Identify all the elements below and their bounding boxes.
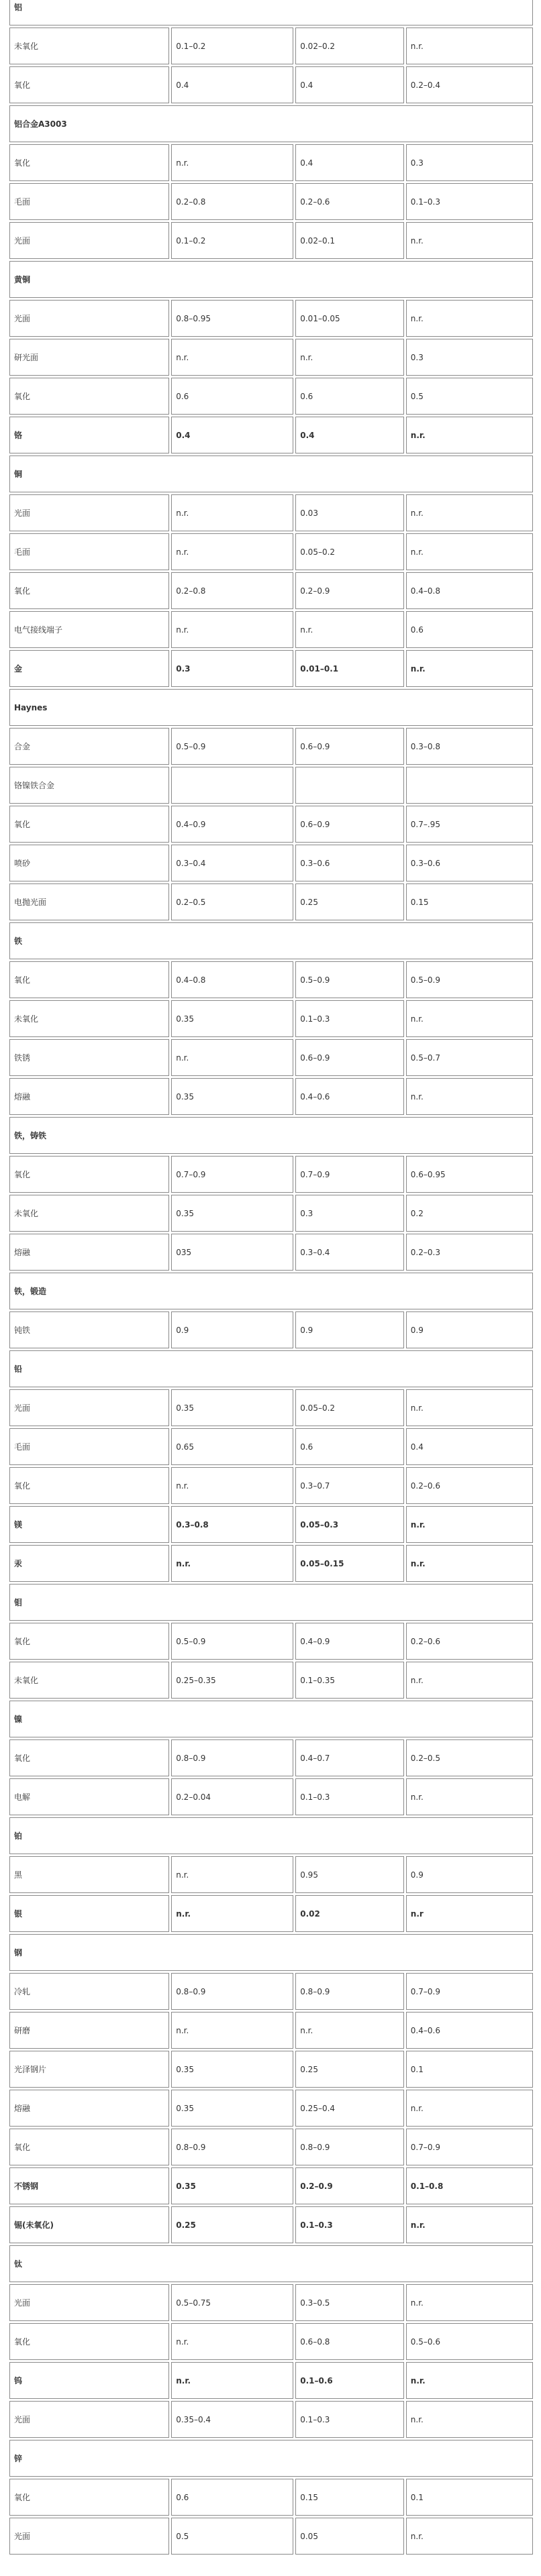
table-row <box>9 417 533 453</box>
emissivity-value-cell: 0.4 <box>406 1428 533 1465</box>
table-row <box>9 2401 533 2438</box>
surface-condition-cell: 氧化 <box>9 1739 169 1776</box>
table-body <box>9 0 533 2555</box>
emissivity-value-cell: n.r. <box>171 1039 293 1076</box>
emissivity-value-cell: 0.5–0.6 <box>406 2323 533 2360</box>
emissivity-value-cell: 0.3 <box>171 650 293 687</box>
emissivity-value-cell: 0.25 <box>171 2206 293 2243</box>
emissivity-value-cell <box>171 767 293 804</box>
material-group-row <box>9 1701 533 1737</box>
emissivity-value-cell: 0.05–0.2 <box>295 533 404 570</box>
emissivity-value-cell: 0.2–0.9 <box>295 2167 404 2204</box>
table-row <box>9 1389 533 1426</box>
table-row <box>9 1195 533 1232</box>
emissivity-value-cell: 0.25 <box>295 883 404 920</box>
surface-condition-cell: 未氧化 <box>9 1000 169 1037</box>
emissivity-value-cell: n.r. <box>171 339 293 376</box>
emissivity-value-cell: 0.1–0.35 <box>295 1662 404 1699</box>
emissivity-value-cell: 0.5–0.7 <box>406 1039 533 1076</box>
emissivity-value-cell: 0.8–0.9 <box>295 1973 404 2010</box>
surface-condition-cell: 毛面 <box>9 533 169 570</box>
emissivity-value-cell: 0.5–0.9 <box>406 961 533 998</box>
emissivity-value-cell: 0.35 <box>171 2051 293 2088</box>
emissivity-value-cell: 0.1–0.3 <box>295 1000 404 1037</box>
emissivity-value-cell: n.r. <box>406 1778 533 1815</box>
emissivity-value-cell: 0.7–.95 <box>406 806 533 843</box>
emissivity-value-cell: 0.02–0.1 <box>295 222 404 259</box>
emissivity-value-cell: 0.2–0.5 <box>171 883 293 920</box>
emissivity-value-cell: 0.03 <box>295 494 404 531</box>
table-row <box>9 66 533 103</box>
material-group-name: 铜 <box>9 455 533 492</box>
emissivity-value-cell: 0.2–0.6 <box>295 183 404 220</box>
table-row <box>9 494 533 531</box>
surface-condition-cell: 光面 <box>9 2401 169 2438</box>
surface-condition-cell: 熔融 <box>9 2090 169 2127</box>
emissivity-value-cell: 0.2–0.04 <box>171 1778 293 1815</box>
emissivity-value-cell: 0.35 <box>171 1195 293 1232</box>
material-group-name: 铂 <box>9 1817 533 1854</box>
emissivity-value-cell: 0.2–0.8 <box>171 183 293 220</box>
emissivity-value-cell: 0.1–0.3 <box>295 2401 404 2438</box>
surface-condition-cell: 氧化 <box>9 66 169 103</box>
emissivity-value-cell: n.r. <box>171 1856 293 1893</box>
surface-condition-cell: 氧化 <box>9 806 169 843</box>
emissivity-value-cell: 0.95 <box>295 1856 404 1893</box>
table-row <box>9 2090 533 2127</box>
emissivity-value-cell: 0.5 <box>406 378 533 415</box>
emissivity-value-cell: 0.3–0.8 <box>171 1506 293 1543</box>
emissivity-value-cell: n.r. <box>295 339 404 376</box>
emissivity-value-cell: 0.3 <box>295 1195 404 1232</box>
emissivity-value-cell: 0.8–0.9 <box>171 1973 293 2010</box>
table-row <box>9 2206 533 2243</box>
surface-condition-cell: 研磨 <box>9 2012 169 2049</box>
emissivity-value-cell: 0.3–0.5 <box>295 2284 404 2321</box>
emissivity-value-cell: 0.5–0.9 <box>295 961 404 998</box>
emissivity-value-cell: n.r. <box>406 417 533 453</box>
emissivity-value-cell: 0.1–0.2 <box>171 222 293 259</box>
table-row <box>9 1506 533 1543</box>
emissivity-value-cell: n.r. <box>406 650 533 687</box>
material-group-row <box>9 1584 533 1621</box>
material-group-row <box>9 0 533 25</box>
material-group-row <box>9 922 533 959</box>
surface-condition-cell: 镁 <box>9 1506 169 1543</box>
surface-condition-cell: 氧化 <box>9 1156 169 1193</box>
emissivity-value-cell: 0.6–0.95 <box>406 1156 533 1193</box>
emissivity-value-cell: n.r. <box>171 2012 293 2049</box>
emissivity-value-cell: 0.25–0.4 <box>295 2090 404 2127</box>
material-group-name: 钼 <box>9 1584 533 1621</box>
material-group-row <box>9 455 533 492</box>
emissivity-value-cell: 0.2–0.6 <box>406 1467 533 1504</box>
surface-condition-cell: 光面 <box>9 494 169 531</box>
table-row <box>9 611 533 648</box>
table-row <box>9 339 533 376</box>
table-row <box>9 28 533 64</box>
emissivity-value-cell: 0.4–0.8 <box>171 961 293 998</box>
material-group-row <box>9 1117 533 1154</box>
emissivity-value-cell: 0.5–0.75 <box>171 2284 293 2321</box>
material-group-name: 铅 <box>9 1350 533 1387</box>
surface-condition-cell: 氧化 <box>9 2479 169 2516</box>
surface-condition-cell: 毛面 <box>9 1428 169 1465</box>
surface-condition-cell: 氧化 <box>9 2323 169 2360</box>
emissivity-value-cell: n.r. <box>406 222 533 259</box>
table-row <box>9 1039 533 1076</box>
surface-condition-cell: 研光面 <box>9 339 169 376</box>
emissivity-value-cell: 0.3–0.8 <box>406 728 533 765</box>
emissivity-value-cell: n.r. <box>406 1506 533 1543</box>
emissivity-value-cell: 0.4–0.9 <box>295 1623 404 1660</box>
table-row <box>9 806 533 843</box>
emissivity-value-cell: 0.3 <box>406 339 533 376</box>
emissivity-value-cell: 0.1–0.6 <box>295 2362 404 2399</box>
emissivity-value-cell: 0.7–0.9 <box>171 1156 293 1193</box>
emissivity-value-cell: 0.2–0.6 <box>406 1623 533 1660</box>
table-row <box>9 1739 533 1776</box>
emissivity-table <box>7 0 535 2557</box>
emissivity-value-cell: 0.2 <box>406 1195 533 1232</box>
material-group-name: 铝 <box>9 0 533 25</box>
material-group-name: 铁 <box>9 922 533 959</box>
emissivity-value-cell: n.r. <box>406 2362 533 2399</box>
surface-condition-cell: 锡(未氧化) <box>9 2206 169 2243</box>
emissivity-value-cell: n.r. <box>171 144 293 181</box>
emissivity-value-cell: 0.65 <box>171 1428 293 1465</box>
table-row <box>9 1234 533 1271</box>
table-row <box>9 845 533 881</box>
emissivity-value-cell: n.r. <box>406 1545 533 1582</box>
emissivity-value-cell: 0.7–0.9 <box>295 1156 404 1193</box>
table-row <box>9 2167 533 2204</box>
emissivity-value-cell: 0.35 <box>171 2090 293 2127</box>
emissivity-value-cell: 0.05–0.15 <box>295 1545 404 1582</box>
material-group-row <box>9 1934 533 1971</box>
emissivity-value-cell: n.r. <box>406 494 533 531</box>
table-row <box>9 300 533 337</box>
surface-condition-cell: 未氧化 <box>9 28 169 64</box>
material-group-name: 钢 <box>9 1934 533 1971</box>
table-row <box>9 2362 533 2399</box>
emissivity-value-cell: 0.3–0.6 <box>295 845 404 881</box>
emissivity-value-cell: n.r. <box>406 533 533 570</box>
surface-condition-cell: 冷轧 <box>9 1973 169 2010</box>
material-group-row <box>9 1273 533 1309</box>
table-row <box>9 2323 533 2360</box>
table-row <box>9 1856 533 1893</box>
table-row <box>9 1311 533 1348</box>
emissivity-value-cell: 0.25 <box>295 2051 404 2088</box>
emissivity-value-cell: 0.5–0.9 <box>171 1623 293 1660</box>
table-row <box>9 1778 533 1815</box>
emissivity-value-cell: n.r. <box>406 1078 533 1115</box>
material-group-name: 黄铜 <box>9 261 533 298</box>
surface-condition-cell: 氧化 <box>9 1467 169 1504</box>
emissivity-value-cell: n.r. <box>171 2323 293 2360</box>
emissivity-value-cell: 0.6 <box>171 2479 293 2516</box>
emissivity-value-cell: n.r. <box>295 2012 404 2049</box>
table-row <box>9 2129 533 2165</box>
emissivity-value-cell: n.r. <box>406 1662 533 1699</box>
emissivity-value-cell: 0.4 <box>171 417 293 453</box>
surface-condition-cell: 光面 <box>9 2284 169 2321</box>
table-row <box>9 1662 533 1699</box>
table-row <box>9 2284 533 2321</box>
emissivity-value-cell: 0.6–0.8 <box>295 2323 404 2360</box>
table-row <box>9 572 533 609</box>
material-group-row <box>9 261 533 298</box>
emissivity-value-cell: 0.35–0.4 <box>171 2401 293 2438</box>
emissivity-value-cell: 0.6 <box>171 378 293 415</box>
table-row <box>9 2051 533 2088</box>
emissivity-value-cell: 0.4–0.7 <box>295 1739 404 1776</box>
emissivity-value-cell: n.r <box>406 1895 533 1932</box>
surface-condition-cell: 钝铁 <box>9 1311 169 1348</box>
emissivity-value-cell: 0.35 <box>171 2167 293 2204</box>
surface-condition-cell: 黑 <box>9 1856 169 1893</box>
surface-condition-cell: 银 <box>9 1895 169 1932</box>
emissivity-value-cell: n.r. <box>406 1000 533 1037</box>
material-group-name: 铁，铸铁 <box>9 1117 533 1154</box>
emissivity-value-cell: 0.2–0.3 <box>406 1234 533 1271</box>
table-row <box>9 883 533 920</box>
table-row <box>9 1428 533 1465</box>
emissivity-value-cell: n.r. <box>406 2401 533 2438</box>
emissivity-value-cell: n.r. <box>171 2362 293 2399</box>
surface-condition-cell: 电气接线端子 <box>9 611 169 648</box>
emissivity-value-cell: 0.9 <box>171 1311 293 1348</box>
emissivity-value-cell: 0.05 <box>295 2518 404 2555</box>
material-group-row <box>9 2440 533 2477</box>
surface-condition-cell: 熔融 <box>9 1078 169 1115</box>
emissivity-value-cell: n.r. <box>171 1467 293 1504</box>
emissivity-value-cell: 0.6 <box>406 611 533 648</box>
emissivity-value-cell: 0.02–0.2 <box>295 28 404 64</box>
material-group-row <box>9 1350 533 1387</box>
emissivity-value-cell: 0.8–0.9 <box>171 1739 293 1776</box>
surface-condition-cell: 氧化 <box>9 378 169 415</box>
emissivity-value-cell: 0.35 <box>171 1078 293 1115</box>
material-group-row <box>9 105 533 142</box>
surface-condition-cell: 钨 <box>9 2362 169 2399</box>
emissivity-value-cell: 0.1–0.8 <box>406 2167 533 2204</box>
emissivity-value-cell: 0.05–0.3 <box>295 1506 404 1543</box>
emissivity-value-cell: 0.01–0.1 <box>295 650 404 687</box>
surface-condition-cell: 汞 <box>9 1545 169 1582</box>
surface-condition-cell: 光面 <box>9 1389 169 1426</box>
surface-condition-cell: 氧化 <box>9 572 169 609</box>
table-row <box>9 1000 533 1037</box>
emissivity-value-cell: 0.4 <box>295 144 404 181</box>
material-group-name: 钛 <box>9 2245 533 2282</box>
material-group-row <box>9 1817 533 1854</box>
table-row <box>9 2479 533 2516</box>
table-row <box>9 1623 533 1660</box>
emissivity-value-cell <box>295 767 404 804</box>
emissivity-value-cell: n.r. <box>171 611 293 648</box>
emissivity-value-cell: 0.01–0.05 <box>295 300 404 337</box>
emissivity-value-cell: 0.05–0.2 <box>295 1389 404 1426</box>
table-row <box>9 183 533 220</box>
table-row <box>9 1156 533 1193</box>
table-row <box>9 1078 533 1115</box>
surface-condition-cell: 氧化 <box>9 144 169 181</box>
material-group-name: 铁，锻造 <box>9 1273 533 1309</box>
table-row <box>9 144 533 181</box>
surface-condition-cell: 光面 <box>9 300 169 337</box>
emissivity-value-cell: 0.4 <box>295 66 404 103</box>
emissivity-value-cell: 0.4 <box>171 66 293 103</box>
emissivity-value-cell: n.r. <box>171 533 293 570</box>
table-row <box>9 533 533 570</box>
emissivity-value-cell: n.r. <box>406 2206 533 2243</box>
emissivity-value-cell: 0.1 <box>406 2051 533 2088</box>
table-row <box>9 728 533 765</box>
emissivity-value-cell: n.r. <box>406 300 533 337</box>
emissivity-value-cell: n.r. <box>406 2518 533 2555</box>
emissivity-value-cell: n.r. <box>171 494 293 531</box>
emissivity-value-cell: 0.1–0.3 <box>295 2206 404 2243</box>
emissivity-value-cell: 0.7–0.9 <box>406 2129 533 2165</box>
emissivity-value-cell: 0.35 <box>171 1389 293 1426</box>
emissivity-value-cell: 0.9 <box>406 1856 533 1893</box>
table-row <box>9 2012 533 2049</box>
material-group-name: 镍 <box>9 1701 533 1737</box>
emissivity-value-cell: n.r. <box>171 1895 293 1932</box>
emissivity-value-cell: 0.6 <box>295 1428 404 1465</box>
surface-condition-cell: 光面 <box>9 222 169 259</box>
emissivity-value-cell: 0.5 <box>171 2518 293 2555</box>
emissivity-value-cell: 035 <box>171 1234 293 1271</box>
surface-condition-cell: 毛面 <box>9 183 169 220</box>
emissivity-value-cell: 0.1–0.3 <box>295 1778 404 1815</box>
emissivity-value-cell: 0.9 <box>295 1311 404 1348</box>
emissivity-value-cell: n.r. <box>171 1545 293 1582</box>
emissivity-value-cell: 0.4 <box>295 417 404 453</box>
emissivity-value-cell: 0.3–0.4 <box>171 845 293 881</box>
table-row <box>9 1973 533 2010</box>
emissivity-value-cell: 0.1–0.3 <box>406 183 533 220</box>
material-group-name: 锌 <box>9 2440 533 2477</box>
surface-condition-cell: 未氧化 <box>9 1195 169 1232</box>
emissivity-value-cell: 0.7–0.9 <box>406 1973 533 2010</box>
emissivity-value-cell: 0.2–0.8 <box>171 572 293 609</box>
emissivity-value-cell: 0.4–0.6 <box>406 2012 533 2049</box>
material-group-name: 铝合金A3003 <box>9 105 533 142</box>
emissivity-value-cell: 0.2–0.5 <box>406 1739 533 1776</box>
emissivity-value-cell: 0.25–0.35 <box>171 1662 293 1699</box>
surface-condition-cell: 铁锈 <box>9 1039 169 1076</box>
emissivity-value-cell: 0.2–0.4 <box>406 66 533 103</box>
emissivity-value-cell: 0.3–0.7 <box>295 1467 404 1504</box>
surface-condition-cell: 金 <box>9 650 169 687</box>
surface-condition-cell: 未氧化 <box>9 1662 169 1699</box>
table-row <box>9 767 533 804</box>
emissivity-value-cell <box>406 767 533 804</box>
surface-condition-cell: 不锈钢 <box>9 2167 169 2204</box>
emissivity-value-cell: n.r. <box>406 28 533 64</box>
emissivity-value-cell: n.r. <box>406 2090 533 2127</box>
surface-condition-cell: 电解 <box>9 1778 169 1815</box>
emissivity-value-cell: 0.15 <box>406 883 533 920</box>
surface-condition-cell: 氧化 <box>9 2129 169 2165</box>
surface-condition-cell: 合金 <box>9 728 169 765</box>
table-row <box>9 1467 533 1504</box>
surface-condition-cell: 熔融 <box>9 1234 169 1271</box>
emissivity-value-cell: 0.3–0.4 <box>295 1234 404 1271</box>
surface-condition-cell: 氧化 <box>9 1623 169 1660</box>
emissivity-value-cell: 0.9 <box>406 1311 533 1348</box>
emissivity-value-cell: 0.35 <box>171 1000 293 1037</box>
table-row <box>9 222 533 259</box>
emissivity-value-cell: 0.4–0.9 <box>171 806 293 843</box>
emissivity-value-cell: 0.5–0.9 <box>171 728 293 765</box>
material-group-row <box>9 2245 533 2282</box>
emissivity-value-cell: 0.8–0.95 <box>171 300 293 337</box>
emissivity-value-cell: 0.6–0.9 <box>295 806 404 843</box>
surface-condition-cell: 光面 <box>9 2518 169 2555</box>
emissivity-value-cell: 0.15 <box>295 2479 404 2516</box>
material-group-row <box>9 689 533 726</box>
surface-condition-cell: 喷砂 <box>9 845 169 881</box>
table-row <box>9 961 533 998</box>
emissivity-value-cell: 0.02 <box>295 1895 404 1932</box>
surface-condition-cell: 氧化 <box>9 961 169 998</box>
material-group-name: Haynes <box>9 689 533 726</box>
emissivity-value-cell: 0.4–0.8 <box>406 572 533 609</box>
emissivity-value-cell: n.r. <box>406 1389 533 1426</box>
table-row <box>9 2518 533 2555</box>
emissivity-value-cell: 0.6–0.9 <box>295 728 404 765</box>
surface-condition-cell: 铬镍铁合金 <box>9 767 169 804</box>
surface-condition-cell: 铬 <box>9 417 169 453</box>
emissivity-value-cell: n.r. <box>295 611 404 648</box>
emissivity-value-cell: 0.6 <box>295 378 404 415</box>
table-row <box>9 1895 533 1932</box>
table-row <box>9 378 533 415</box>
emissivity-value-cell: 0.6–0.9 <box>295 1039 404 1076</box>
emissivity-value-cell: 0.1–0.2 <box>171 28 293 64</box>
emissivity-value-cell: 0.8–0.9 <box>171 2129 293 2165</box>
surface-condition-cell: 光泽钢片 <box>9 2051 169 2088</box>
surface-condition-cell: 电抛光面 <box>9 883 169 920</box>
emissivity-value-cell: 0.3–0.6 <box>406 845 533 881</box>
emissivity-value-cell: n.r. <box>406 2284 533 2321</box>
emissivity-value-cell: 0.8–0.9 <box>295 2129 404 2165</box>
emissivity-value-cell: 0.2–0.9 <box>295 572 404 609</box>
emissivity-value-cell: 0.4–0.6 <box>295 1078 404 1115</box>
emissivity-value-cell: 0.1 <box>406 2479 533 2516</box>
table-row <box>9 650 533 687</box>
table-row <box>9 1545 533 1582</box>
emissivity-value-cell: 0.3 <box>406 144 533 181</box>
